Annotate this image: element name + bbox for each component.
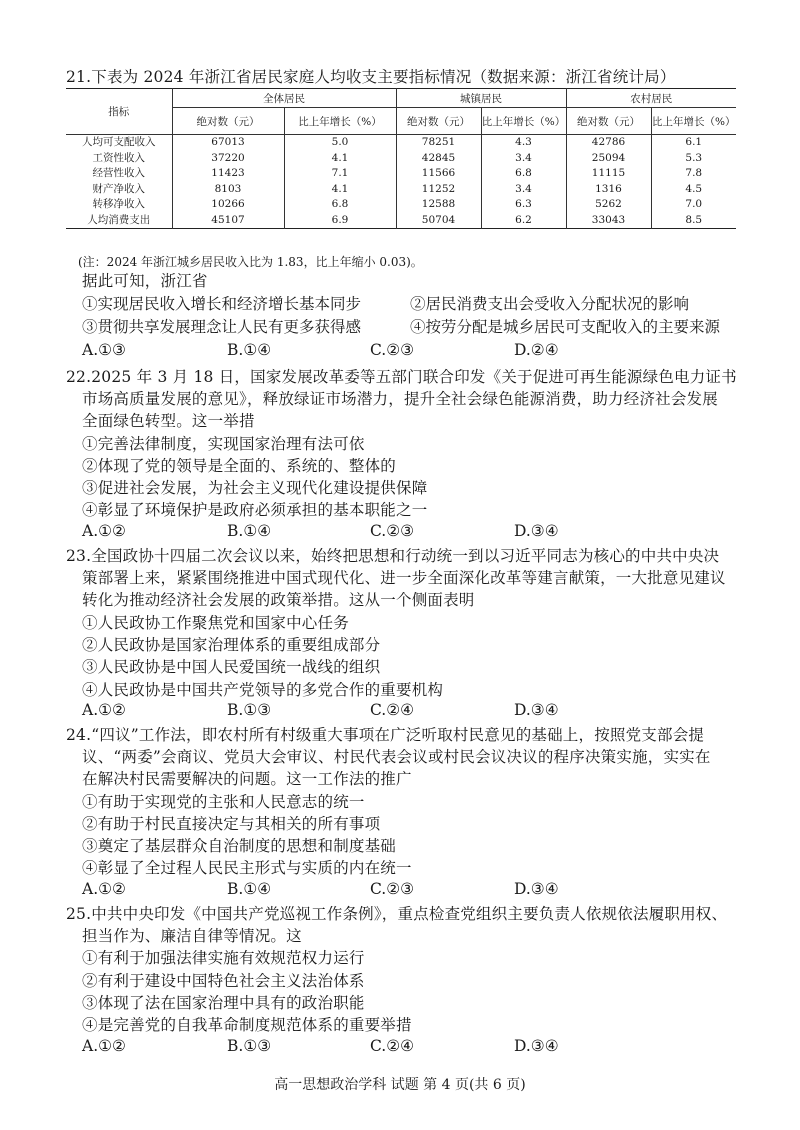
- cell: 11252: [396, 182, 481, 198]
- table-row: [66, 213, 736, 229]
- q22-item-3: ③促进社会发展，为社会主义现代化建设提供保障: [82, 479, 428, 497]
- table-group-all: 全体居民: [172, 89, 396, 108]
- table-row: [66, 166, 736, 182]
- q25-item-1: ①有利于加强法律实施有效规范权力运行: [82, 949, 365, 967]
- q22-option-d: D.③④: [514, 522, 559, 540]
- cell: 5.0: [284, 135, 396, 151]
- q25-line-1: 25.中共中央印发《中国共产党巡视工作条例》，重点检查党组织主要负责人依规依法履职用权、: [66, 905, 728, 923]
- q24-item-3: ③奠定了基层群众自治制度的思想和制度基础: [82, 837, 397, 855]
- q23-line-1: 23.全国政协十四届二次会议以来，始终把思想和行动统一到以习近平同志为核心的中共中央决: [66, 547, 720, 565]
- cell: 3.4: [481, 182, 566, 198]
- table-row: [66, 151, 736, 167]
- q24-line-2: 议、“两委”会商议、党员大会审议、村民代表会议或村民会议决议的程序决策实施，实实在: [82, 748, 711, 766]
- q24-item-1: ①有助于实现党的主张和人民意志的统一: [82, 793, 365, 811]
- table-row: [66, 135, 736, 151]
- q22-item-4: ④彰显了环境保护是政府必须承担的基本职能之一: [82, 501, 428, 519]
- cell: 10266: [172, 197, 284, 213]
- table-row: [66, 182, 736, 198]
- q22-options: [82, 522, 742, 544]
- table-subheader: 绝对数（元）: [172, 108, 284, 135]
- cell: 8.5: [651, 213, 736, 229]
- row-label: 经营性收入: [92, 167, 145, 179]
- table-group-urban: 城镇居民: [396, 89, 566, 108]
- cell: 78251: [396, 135, 481, 151]
- q25-option-a: A.①②: [82, 1037, 126, 1055]
- q25-option-c: C.②④: [370, 1037, 415, 1055]
- table-note: (注：2024 年浙江城乡居民收入比为 1.83，比上年缩小 0.03)。: [78, 255, 423, 269]
- cell: 7.8: [651, 166, 736, 182]
- table-subheader: 比上年增长（%）: [651, 108, 736, 135]
- q23-options: [82, 701, 742, 723]
- q21-option-b: B.①④: [227, 341, 272, 359]
- q21-stem: 据此可知，浙江省: [82, 272, 208, 290]
- cell: 11423: [172, 166, 284, 182]
- q21-option-c: C.②③: [370, 341, 415, 359]
- q21-option-d: D.②④: [514, 341, 559, 359]
- cell: 25094: [566, 151, 651, 167]
- cell: 4.1: [284, 151, 396, 167]
- q24-line-3: 在解决村民需要解决的问题。这一工作法的推广: [82, 770, 412, 788]
- cell: 11566: [396, 166, 481, 182]
- q25-option-d: D.③④: [514, 1037, 559, 1055]
- cell: 67013: [172, 135, 284, 151]
- cell: 7.0: [651, 197, 736, 213]
- cell: 6.2: [481, 213, 566, 229]
- q25-item-2: ②有利于建设中国特色社会主义法治体系: [82, 972, 365, 990]
- table-subheader: 绝对数（元）: [566, 108, 651, 135]
- q25-item-4: ④是完善党的自我革命制度规范体系的重要举措: [82, 1016, 412, 1034]
- cell: 6.8: [481, 166, 566, 182]
- q23-item-2: ②人民政协是国家治理体系的重要组成部分: [82, 636, 381, 654]
- row-label: 人均可支配收入: [82, 136, 156, 148]
- page-footer: 高一思想政治学科 试题 第 4 页(共 6 页): [274, 1077, 526, 1093]
- q23-item-4: ④人民政协是中国共产党领导的多党合作的重要机构: [82, 681, 444, 699]
- table-header-indicator: 指标: [66, 89, 172, 135]
- q21-item-4: ④按劳分配是城乡居民可支配收入的主要来源: [410, 318, 721, 336]
- q24-option-c: C.②③: [370, 880, 415, 898]
- q22-item-1: ①完善法律制度，实现国家治理有法可依: [82, 435, 365, 453]
- q23-line-3: 转化为推动经济社会发展的政策举措。这从一个侧面表明: [82, 591, 475, 609]
- q21-title: 21.下表为 2024 年浙江省居民家庭人均收支主要指标情况（数据来源：浙江省统计局）: [66, 68, 676, 86]
- cell: 50704: [396, 213, 481, 229]
- cell: 1316: [566, 182, 651, 198]
- q21-items-row2: [82, 315, 742, 337]
- cell: 4.5: [651, 182, 736, 198]
- q24-line-1: 24.“四议”工作法，即农村所有村级重大事项在广泛听取村民意见的基础上，按照党支部会提: [66, 726, 705, 744]
- cell: 12588: [396, 197, 481, 213]
- cell: 33043: [566, 213, 651, 229]
- q25-option-b: B.①③: [227, 1037, 272, 1055]
- cell: 42786: [566, 135, 651, 151]
- q23-option-b: B.①③: [227, 701, 272, 719]
- q24-item-2: ②有助于村民直接决定与其相关的所有事项: [82, 815, 381, 833]
- cell: 7.1: [284, 166, 396, 182]
- q24-option-d: D.③④: [514, 880, 559, 898]
- cell: 11115: [566, 166, 651, 182]
- row-label: 工资性收入: [92, 151, 145, 164]
- table-subheader: 绝对数（元）: [396, 108, 481, 135]
- q21-items-row1: [82, 292, 742, 314]
- q22-line-1: 22.2025 年 3 月 18 日，国家发展改革委等五部门联合印发《关于促进可再生能源绿色电力证书: [66, 368, 737, 386]
- q23-option-a: A.①②: [82, 701, 126, 719]
- income-table: [66, 88, 736, 229]
- cell: 5.3: [651, 151, 736, 167]
- q24-option-b: B.①④: [227, 880, 272, 898]
- q25-item-3: ③体现了法在国家治理中具有的政治职能: [82, 994, 365, 1012]
- table-group-rural: 农村居民: [566, 89, 736, 108]
- row-label: 人均消费支出: [87, 213, 151, 226]
- q23-item-1: ①人民政协工作聚焦党和国家中心任务: [82, 614, 349, 632]
- table-body: [66, 135, 736, 229]
- cell: 4.3: [481, 135, 566, 151]
- row-label: 转移净收入: [92, 198, 145, 210]
- cell: 6.8: [284, 197, 396, 213]
- q23-option-c: C.②④: [370, 701, 415, 719]
- q24-item-4: ④彰显了全过程人民民主形式与实质的内在统一: [82, 859, 412, 877]
- row-label: 财产净收入: [92, 182, 145, 195]
- q22-line-2: 市场高质量发展的意见》，释放绿证市场潜力，提升全社会绿色能源消费，助力经济社会发展: [82, 390, 718, 408]
- q23-item-3: ③人民政协是中国人民爱国统一战线的组织: [82, 658, 381, 676]
- cell: 6.9: [284, 213, 396, 229]
- q25-line-2: 担当作为、廉洁自律等情况。这: [82, 927, 302, 945]
- table-subheader: 比上年增长（%）: [284, 108, 396, 135]
- cell: 5262: [566, 197, 651, 213]
- cell: 4.1: [284, 182, 396, 198]
- q24-options: [82, 880, 742, 902]
- table-row: [66, 197, 736, 213]
- q21-options: [82, 341, 742, 363]
- q22-item-2: ②体现了党的领导是全面的、系统的、整体的: [82, 457, 397, 475]
- table-subheader: 比上年增长（%）: [481, 108, 566, 135]
- cell: 37220: [172, 151, 284, 167]
- cell: 3.4: [481, 151, 566, 167]
- cell: 8103: [172, 182, 284, 198]
- q25-options: [82, 1037, 742, 1059]
- q22-option-c: C.②③: [370, 522, 415, 540]
- q21-item-3: ③贯彻共享发展理念让人民有更多获得感: [82, 318, 362, 336]
- q23-option-d: D.③④: [514, 701, 559, 719]
- q21-option-a: A.①③: [82, 341, 126, 359]
- cell: 42845: [396, 151, 481, 167]
- q22-option-b: B.①④: [227, 522, 272, 540]
- cell: 45107: [172, 213, 284, 229]
- q21-item-1: ①实现居民收入增长和经济增长基本同步: [82, 295, 362, 313]
- q22-option-a: A.①②: [82, 522, 126, 540]
- q22-line-3: 全面绿色转型。这一举措: [82, 412, 255, 430]
- cell: 6.3: [481, 197, 566, 213]
- q23-line-2: 策部署上来，紧紧围绕推进中国式现代化、进一步全面深化改革等建言献策，一大批意见建议: [82, 569, 726, 587]
- cell: 6.1: [651, 135, 736, 151]
- q24-option-a: A.①②: [82, 880, 126, 898]
- q21-item-2: ②居民消费支出会受收入分配状况的影响: [410, 295, 690, 313]
